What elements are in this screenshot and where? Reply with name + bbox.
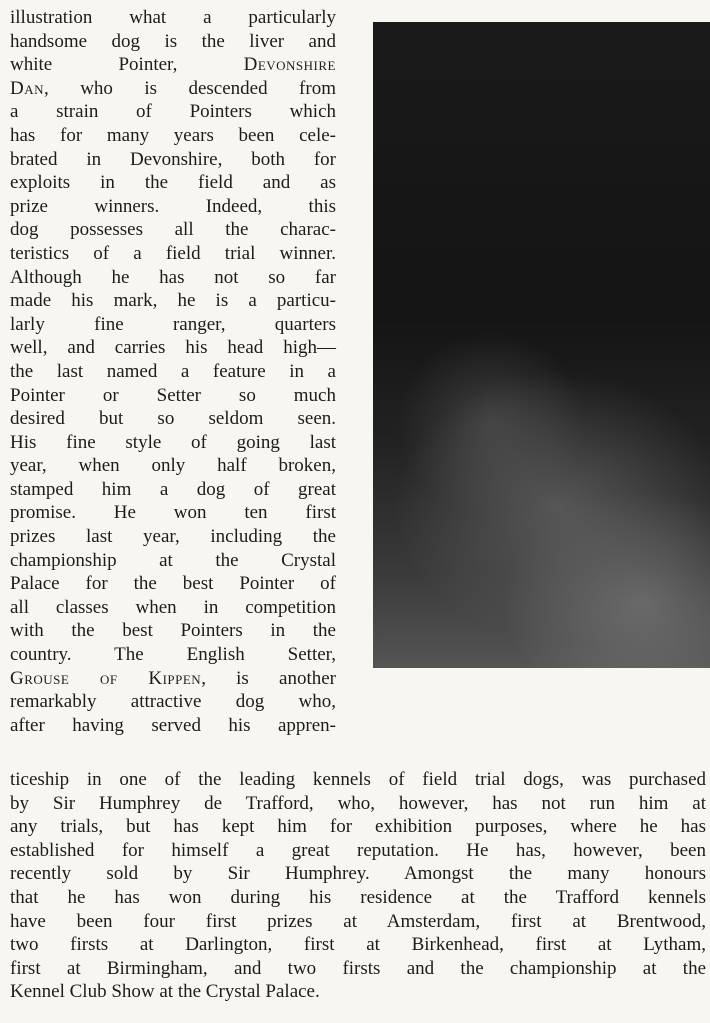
text-line <box>10 384 336 408</box>
text-line <box>10 619 336 643</box>
text-line <box>10 643 336 667</box>
text-line: ticeship in one of the leading kennels of field trial dogs, was purchased <box>10 769 706 790</box>
text-segment: brated in Devonshire, both for <box>10 148 336 170</box>
text-segment: handsome dog is the liver and <box>10 30 336 52</box>
text-segment: desired but so seldom seen. <box>10 408 336 430</box>
text-line <box>10 572 336 596</box>
text-line: have been four first prizes at Amsterdam, first at Brentwood, <box>10 910 706 932</box>
text-line <box>10 171 336 195</box>
text-segment: white Pointer, <box>10 54 244 76</box>
text-segment: well, and carries his head high— <box>10 337 336 359</box>
name-small-caps: Grouse of Kippen <box>10 667 202 689</box>
text-segment: remarkably attractive dog who, <box>10 691 336 713</box>
text-segment: a strain of Pointers which <box>10 101 336 123</box>
text-line <box>10 336 336 360</box>
text-segment: larly fine ranger, quarters <box>10 313 336 335</box>
text-segment: the last named a feature in a <box>10 360 336 382</box>
text-segment: championship at the Crystal <box>10 549 336 571</box>
text-line <box>10 407 336 431</box>
text-line <box>10 124 336 148</box>
text-segment: , is another <box>201 667 336 689</box>
text-segment: has for many years been cele- <box>10 124 336 146</box>
text-line <box>10 77 336 101</box>
text-line <box>10 218 336 242</box>
text-line <box>10 431 336 455</box>
text-line: any trials, but has kept him for exhibition purposes, where he has <box>10 816 706 838</box>
text-segment: all classes when in competition <box>10 596 336 618</box>
name-small-caps: Dan <box>10 77 44 99</box>
text-line <box>10 714 336 738</box>
text-line <box>10 667 336 691</box>
text-line <box>10 313 336 337</box>
text-segment: Palace for the best Pointer of <box>10 573 336 595</box>
text-line <box>10 53 336 77</box>
text-line <box>10 454 336 478</box>
text-line: two firsts at Darlington, first at Birkenhead, first at Lytham, <box>10 934 706 956</box>
text-segment: , who is descended from <box>44 77 336 99</box>
text-segment: prizes last year, including the <box>10 526 336 548</box>
text-segment: dog possesses all the charac- <box>10 219 336 241</box>
text-line <box>10 195 336 219</box>
text-segment: exploits in the field and as <box>10 172 336 194</box>
text-line <box>10 596 336 620</box>
text-line: that he has won during his residence at the Trafford kennels <box>10 886 706 908</box>
text-line: Kennel Club Show at the Crystal Palace. <box>10 981 320 1003</box>
text-segment: year, when only half broken, <box>10 455 336 477</box>
text-segment: Although he has not so far <box>10 266 336 288</box>
text-line <box>10 148 336 172</box>
dog-photograph <box>373 22 710 668</box>
text-line <box>10 100 336 124</box>
text-segment: illustration what a particularly <box>10 7 336 28</box>
text-segment: His fine style of going last <box>10 431 336 453</box>
name-small-caps: Devonshire <box>243 54 336 76</box>
text-line <box>10 289 336 313</box>
text-segment: promise. He won ten first <box>10 502 336 524</box>
text-segment: made his mark, he is a particu- <box>10 290 336 312</box>
text-segment: teristics of a field trial winner. <box>10 242 336 264</box>
text-segment: Pointer or Setter so much <box>10 384 336 406</box>
text-line <box>10 30 336 54</box>
text-line: first at Birmingham, and two firsts and the championship at the <box>10 957 706 979</box>
text-line: by Sir Humphrey de Trafford, who, however, has not run him at <box>10 792 706 814</box>
text-line <box>10 242 336 266</box>
wide-text-column <box>10 768 706 1004</box>
text-segment: after having served his appren- <box>10 714 336 736</box>
text-line <box>10 549 336 573</box>
text-segment: prize winners. Indeed, this <box>10 195 336 217</box>
narrow-text-column <box>10 6 336 737</box>
text-line <box>10 6 336 30</box>
text-line <box>10 525 336 549</box>
text-line: recently sold by Sir Humphrey. Amongst the many honours <box>10 863 706 885</box>
text-line <box>10 690 336 714</box>
text-segment: country. The English Setter, <box>10 644 336 666</box>
text-line <box>10 360 336 384</box>
text-line: established for himself a great reputation. He has, however, been <box>10 839 706 861</box>
text-line <box>10 478 336 502</box>
text-segment: with the best Pointers in the <box>10 620 336 642</box>
text-segment: stamped him a dog of great <box>10 478 336 500</box>
text-line <box>10 501 336 525</box>
text-line <box>10 266 336 290</box>
